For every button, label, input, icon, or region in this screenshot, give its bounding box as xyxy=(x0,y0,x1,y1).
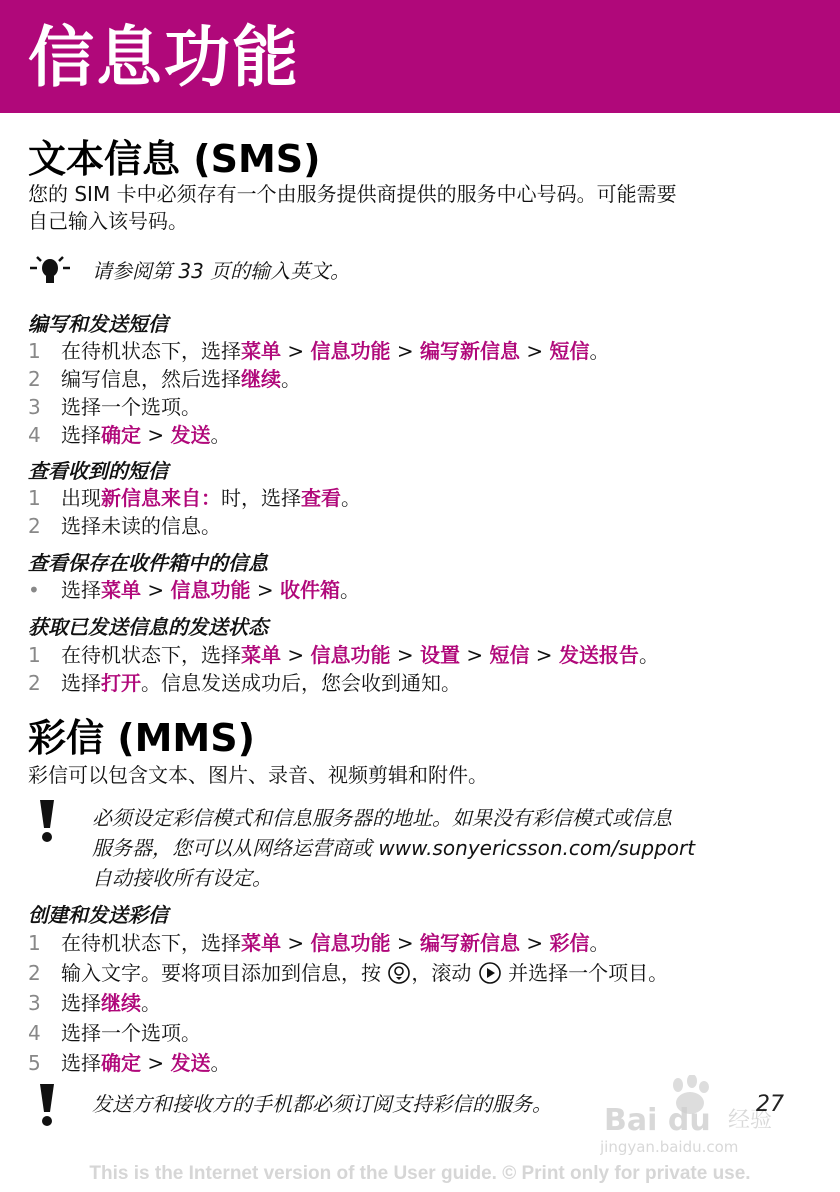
lightbulb-icon xyxy=(28,252,72,292)
write-sms-title: 编写和发送短信 xyxy=(28,312,168,336)
menu-link[interactable]: 菜单 xyxy=(101,578,141,602)
inbox-link[interactable]: 收件箱 xyxy=(279,578,340,602)
page-title: 信息功能 xyxy=(28,19,300,96)
view-link[interactable]: 查看 xyxy=(301,486,341,510)
center-key-icon xyxy=(387,961,411,985)
mms-warning-2: 发送方和接收方的手机都必须订阅支持彩信的服务。 xyxy=(92,1092,552,1116)
delivery-report-link[interactable]: 发送报告 xyxy=(558,643,639,667)
sms-intro-line1: 您的 SIM 卡中必须存有一个由服务提供商提供的服务中心号码。可能需要 xyxy=(28,182,677,206)
list-item: 4 选择一个选项。 xyxy=(28,1021,201,1045)
mms-link[interactable]: 彩信 xyxy=(549,931,590,955)
on-link[interactable]: 打开 xyxy=(101,671,141,695)
menu-link[interactable]: 菜单 xyxy=(241,643,281,667)
warning-icon xyxy=(36,798,58,846)
tip-text: 请参阅第 33 页的输入英文。 xyxy=(92,259,351,283)
messaging-link[interactable]: 信息功能 xyxy=(310,643,391,667)
continue-link[interactable]: 继续 xyxy=(241,367,281,391)
messaging-link[interactable]: 信息功能 xyxy=(310,339,391,363)
list-item: 1 在待机状态下，选择菜单 > 信息功能 > 编写新信息 > 彩信。 xyxy=(28,931,610,955)
delivery-status-title: 获取已发送信息的发送状态 xyxy=(28,615,268,639)
list-item: 2 编写信息，然后选择继续。 xyxy=(28,367,301,391)
watermark-logo xyxy=(600,1075,800,1160)
create-mms-title: 创建和发送彩信 xyxy=(28,903,168,927)
list-item: 3 选择一个选项。 xyxy=(28,395,201,419)
continue-link[interactable]: 继续 xyxy=(101,991,141,1015)
messaging-link[interactable]: 信息功能 xyxy=(170,578,251,602)
list-item: 2 选择打开。信息发送成功后，您会收到通知。 xyxy=(28,671,461,695)
view-sms-title: 查看收到的短信 xyxy=(28,459,168,483)
svg-text:jingyan.baidu.com: jingyan.baidu.com xyxy=(600,1138,739,1156)
sms-intro xyxy=(28,181,677,235)
sms-link[interactable]: 短信 xyxy=(549,339,590,363)
list-item: 3 选择继续。 xyxy=(28,991,161,1015)
send-link[interactable]: 发送 xyxy=(170,1051,211,1075)
menu-link[interactable]: 菜单 xyxy=(241,339,281,363)
new-message-from-label: 新信息来自： xyxy=(101,486,221,510)
list-item: 1 在待机状态下，选择菜单 > 信息功能 > 设置 > 短信 > 发送报告。 xyxy=(28,643,659,667)
mms-warning: 必须设定彩信模式和信息服务器的地址。如果没有彩信模式或信息 服务器，您可以从网络运营商或 www.sonyericsson.com/support 自动接收所有设定。 xyxy=(92,806,696,890)
write-new-link[interactable]: 编写新信息 xyxy=(419,931,520,955)
send-link[interactable]: 发送 xyxy=(170,423,211,447)
settings-link[interactable]: 设置 xyxy=(419,643,460,667)
footer-notice: This is the Internet version of the User guide. © Print only for private use. xyxy=(89,1163,751,1184)
sms-intro-line2: 自己输入该号码。 xyxy=(28,209,188,233)
write-new-link[interactable]: 编写新信息 xyxy=(419,339,520,363)
navigation-key-icon xyxy=(478,961,502,985)
svg-text:Bai du: Bai du xyxy=(604,1103,711,1138)
list-item: 4 选择确定 > 发送。 xyxy=(28,423,231,447)
ok-link[interactable]: 确定 xyxy=(101,423,141,447)
ok-link[interactable]: 确定 xyxy=(101,1051,141,1075)
messaging-link[interactable]: 信息功能 xyxy=(310,931,391,955)
warning-icon xyxy=(36,1082,58,1130)
mms-intro: 彩信可以包含文本、图片、录音、视频剪辑和附件。 xyxy=(28,763,488,787)
svg-text:经验: 经验 xyxy=(728,1108,773,1133)
mms-heading: 彩信 (MMS) xyxy=(28,716,255,760)
menu-link[interactable]: 菜单 xyxy=(241,931,281,955)
sms-link[interactable]: 短信 xyxy=(489,643,530,667)
header-banner xyxy=(0,0,840,113)
inbox-title: 查看保存在收件箱中的信息 xyxy=(28,551,268,575)
list-item: 5 选择确定 > 发送。 xyxy=(28,1051,231,1075)
list-item: 2 输入文字。要将项目添加到信息，按 ，滚动 并选择一个项目。 xyxy=(28,961,669,985)
bullet: • xyxy=(28,578,40,602)
list-item: 1 在待机状态下，选择菜单 > 信息功能 > 编写新信息 > 短信。 xyxy=(28,339,610,363)
list-item: 2 选择未读的信息。 xyxy=(28,514,221,538)
list-item: • 选择菜单 > 信息功能 > 收件箱。 xyxy=(28,578,360,602)
list-item: 1 出现新信息来自：时，选择查看。 xyxy=(28,486,361,510)
sms-heading: 文本信息 (SMS) xyxy=(28,137,321,181)
page-number: 27 xyxy=(756,1092,784,1117)
